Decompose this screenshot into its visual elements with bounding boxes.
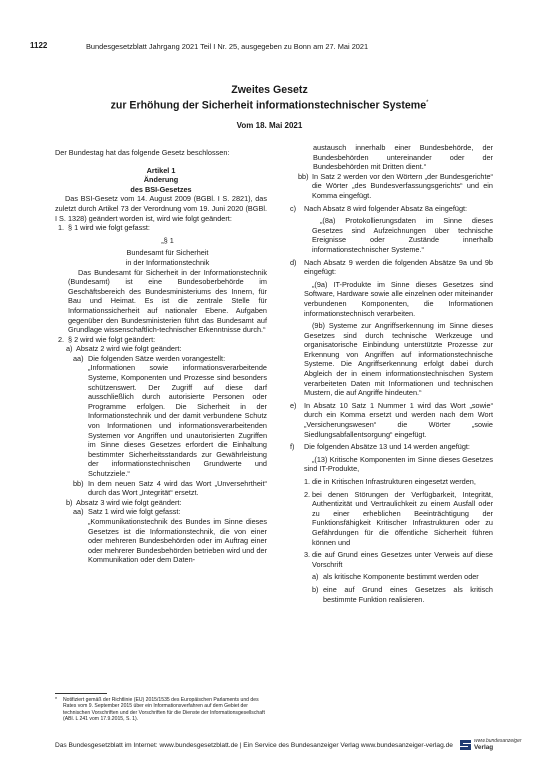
item-2b [55,498,267,508]
item-2a [55,344,267,354]
item-2a-bb [55,479,267,498]
publisher-logo-url: www.bundesanzeiger [474,738,522,744]
article-title-2: des BSI-Gesetzes [130,184,192,194]
page-number: 1122 [30,41,48,50]
law-title-line2-wrap [0,97,539,113]
footnote-mark: * [55,697,57,703]
paragraph-sign: „§ 1 [161,235,174,245]
item-2d-quote-9b: (9b) Systeme zur Angriffserkennung im Sinne dieses Gesetzes sind durch technische Werkzeuge und organisatorische Einbindung unterstützte Prozesse zur Erkennung von Angriffen auf informationstechnische Systeme. Die Angriffserkennung erfolgt dabei durch Abgleich der in einem informationstechnischen System verarbeiteten Daten mit Informationen und technischen Mustern, die auf Angriffe hindeuten.“ [304,321,493,398]
critical-component-3b-text: eine auf Grund eines Gesetzes als kritisch bestimmte Funktion realisieren. [323,584,493,604]
item-2b-text: Absatz 3 wird wie folgt geändert: [76,497,182,507]
item-2b-aa-text: Satz 1 wird wie folgt gefasst: [88,507,181,517]
item-2b-bb [290,172,493,201]
item-2a-bb-text: In dem neuen Satz 4 wird das Wort „Unversehrtheit“ durch das Wort „Integrität“ ersetzt. [88,478,267,498]
law-title [0,84,539,113]
item-2e-label: e) [290,400,297,410]
publisher-logo-name: Verlag [474,744,494,751]
critical-component-2 [290,490,493,548]
item-2b-bb-text: In Satz 2 werden vor den Wörtern „der Bundesgerichte“ die Wörter „des Bundesverfassungsgerichts“ und ein Komma eingefügt. [312,171,493,200]
critical-component-1-text: die in Kritischen Infrastrukturen eingesetzt werden, [312,477,476,486]
item-2a-aa-text: Die folgenden Sätze werden vorangestellt: [88,353,226,363]
item-2a-aa-label: aa) [73,353,84,363]
critical-component-2-label: 2. [304,489,311,499]
article-intro: Das BSI-Gesetz vom 14. August 2009 (BGBl. I S. 2821), das zuletzt durch Artikel 73 der Verordnung vom 19. Juni 2020 (BGBl. I S. 1328) geändert worden ist, wird wie folgt geändert: [55,194,267,223]
item-2f [290,442,493,452]
item-2c-text: Nach Absatz 8 wird folgender Absatz 8a eingefügt: [304,203,468,213]
item-2c-quote: „(8a) Protokollierungsdaten im Sinne dieses Gesetzes sind Aufzeichnungen über technische Ereignisse oder Zustände innerhalb informationstechnischer Systeme.“ [312,216,493,254]
paragraph-title-2: in der Informationstechnik [125,257,210,267]
critical-component-3a-text: als kritische Komponente bestimmt werden oder [323,572,479,582]
critical-component-3a [290,572,493,582]
continued-quote: austausch innerhalb einer Bundesbehörde, der Bundesbehörden untereinander oder der Bundesbehörden mit Dritten dient.“ [313,143,493,172]
critical-component-1-label: 1. [304,477,311,486]
critical-component-2-text: bei denen Störungen der Verfügbarkeit, Integrität, Authentizität und Vertraulichkeit zu einem Ausfall oder zu einer erheblichen Beeinträchtigung der Funktionsfähigkeit Kritischer Infrastrukturen oder zu Gefährdungen für die öffentliche Sicherheit führen können und [312,489,493,547]
law-title-line1: Zweites Gesetz [231,84,308,96]
footnote-divider [55,693,107,694]
item-2f-label: f) [290,442,295,452]
publisher-logo-icon [458,738,473,752]
law-date: Vom 18. Mai 2021 [236,121,303,130]
critical-component-3 [290,550,493,569]
item-2f-text: Die folgenden Absätze 13 und 14 werden angefügt: [304,442,470,452]
item-2e-text: In Absatz 10 Satz 1 Nummer 1 wird das Wort „sowie“ durch ein Komma ersetzt und werden nach dem Wort „Versicherungswesen“ die Wörter „sowie Siedlungsabfallentsorgung“ eingefügt. [304,400,493,439]
item-2b-bb-label: bb) [298,171,309,181]
item-2c-label: c) [290,203,297,213]
item-2f-quote: „(13) Kritische Komponenten im Sinne dieses Gesetzes sind IT-Produkte, [304,454,493,474]
right-column [290,143,493,604]
page-header [30,41,509,53]
critical-component-3-label: 3. [304,550,311,560]
item-2d-label: d) [290,257,297,267]
critical-component-3-text: die auf Grund eines Gesetzes unter Verweis auf diese Vorschrift [312,550,493,569]
item-2d-text: Nach Absatz 9 werden die folgenden Absätze 9a und 9b eingefügt: [304,257,493,277]
list-item-1-text: § 1 wird wie folgt gefasst: [68,223,150,233]
item-2b-aa-label: aa) [73,507,84,517]
page-footer-text: Das Bundesgesetzblatt im Internet: www.bundesgesetzblatt.de | Ein Service des Bundesanzeiger Verlag www.bundesanzeiger-verlag.de [55,742,453,749]
item-2c [290,204,493,214]
list-item-2 [55,335,267,345]
item-2d-quote-9a: „(9a) IT-Produkte im Sinne dieses Gesetzes sind Software, Hardware sowie alle einzelnen oder miteinander verbundenen Komponenten, die Informationen informationstechnisch verarbeiten. [304,279,493,318]
item-2a-aa [55,354,267,364]
item-2e [290,401,493,439]
left-column [55,148,267,565]
paragraph-1-block [55,236,267,335]
critical-component-1 [290,477,493,487]
enactment-clause: Der Bundestag hat das folgende Gesetz beschlossen: [55,148,230,157]
item-2b-label: b) [66,497,73,507]
list-item-1 [55,223,267,233]
item-2b-aa [55,507,267,517]
title-footnote-mark: * [426,100,429,106]
list-item-2-label: 2. [58,334,65,344]
critical-component-3b-label: b) [312,584,319,594]
list-item-1-label: 1. [58,223,65,233]
paragraph-1-text: Das Bundesamt für Sicherheit in der Informationstechnik (Bundesamt) ist eine Bundesoberbehörde im Geschäftsbereich des Bundesministeriums des Innern, für Bau und Heimat. Es ist die zentrale Stelle für Informationssicherheit auf nationaler Ebene. Aufgaben gegenüber den Bundesministerien führt das Bundesamt auf Grundlage wissenschaftlich-technischer Erkenntnisse durch.“ [68,267,267,335]
article-title-1: Änderung [143,175,179,185]
item-2b-aa-quote: „Kommunikationstechnik des Bundes im Sinne dieses Gesetzes ist die Informationstechnik, die von einer oder mehreren Bundesbehörden oder im Auftrag einer oder mehrerer Bundesbehörden betrieben wird und der Kommunikation oder dem Daten- [88,516,267,565]
item-2a-aa-quote: „Informationen sowie informationsverarbeitende Systeme, Komponenten und Prozesse sind besonders schützenswert. Der Zugriff auf diese darf ausschließlich durch autorisierte Personen oder Programme erfolgen. Die Sicherheit in der Informationstechnik und der damit verbundene Schutz von Informationen und informationsverarbeitenden Systemen vor Angriffen und unautorisierten Zugriffen im Sinne dieses Gesetzes erfordert die Einhaltung bestimmter Sicherheitsstandards zur Gewährleistung der informationstechnischen Grundwerte und Schutzziele.“ [88,363,267,478]
footnote-text: Notifiziert gemäß der Richtlinie (EU) 2015/1535 des Europäischen Parlaments und des Rates vom 9. September 2015 über ein Informationsverfahren auf dem Gebiet der technischen Vorschriften und der Vorschriften für die Dienste der Informationsgesellschaft (ABl. L 241 vom 17.9.2015, S. 1). [63,697,265,723]
list-item-2-text: § 2 wird wie folgt geändert: [68,334,156,344]
critical-component-3a-label: a) [312,572,319,582]
item-2a-bb-label: bb) [73,478,84,488]
item-2a-label: a) [66,344,73,354]
publisher-logo [458,737,522,753]
critical-component-3b [290,585,493,604]
article-heading: Artikel 1 [146,165,176,175]
paragraph-title-1: Bundesamt für Sicherheit [126,248,209,258]
running-title: Bundesgesetzblatt Jahrgang 2021 Teil I Nr. 25, ausgegeben zu Bonn am 27. Mai 2021 [86,42,369,51]
footnote [55,697,268,723]
item-2a-text: Absatz 2 wird wie folgt geändert: [76,344,182,354]
item-2d [290,258,493,277]
law-title-line2: zur Erhöhung der Sicherheit informationstechnischer Systeme [110,99,427,112]
